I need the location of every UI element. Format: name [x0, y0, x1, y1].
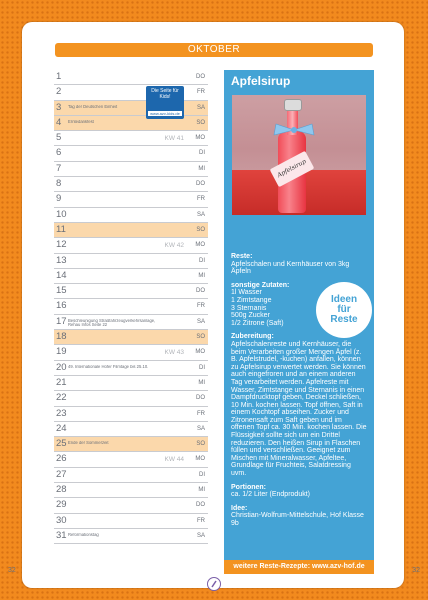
day-number: 19 — [56, 346, 67, 358]
weekday: DI — [199, 471, 205, 478]
day-number: 30 — [56, 514, 67, 526]
weekday: DO — [196, 502, 205, 509]
day-number: 2 — [56, 86, 62, 98]
event-text: Tag der Deutschen Einheit — [68, 104, 118, 109]
calendar-row — [54, 299, 208, 314]
day-number: 21 — [56, 376, 67, 388]
weekday: SA — [196, 425, 205, 432]
weekday: MI — [198, 379, 205, 386]
day-number: 14 — [56, 269, 67, 281]
calendar-row — [54, 269, 208, 284]
event-text: Erntedankfest — [68, 119, 94, 124]
calendar-row — [54, 238, 208, 253]
calendar-row — [54, 70, 208, 85]
day-number: 7 — [56, 162, 62, 174]
weekday: MO — [195, 456, 205, 463]
day-number: 3 — [56, 101, 62, 113]
ideen-line: für — [337, 304, 351, 315]
calendar-row — [54, 437, 208, 452]
day-number: 25 — [56, 438, 67, 450]
week-number: KW 43 — [164, 349, 184, 357]
kids-badge[interactable] — [146, 86, 184, 119]
section-text: Christian-Wolfrum-Mittelschule, Hof Klasse 9b — [231, 512, 364, 527]
day-number: 18 — [56, 331, 67, 343]
calendar-row — [54, 315, 208, 330]
week-number: KW 44 — [164, 456, 184, 464]
recipe-panel — [224, 70, 374, 574]
calendar-row — [54, 254, 208, 269]
weekday: MI — [198, 487, 205, 494]
section-heading: Reste: — [231, 253, 253, 260]
day-number: 6 — [56, 147, 62, 159]
weekday: FR — [197, 196, 205, 203]
page-number-left: 32 — [8, 567, 16, 574]
weekday: SA — [196, 211, 205, 218]
day-number: 31 — [56, 529, 67, 541]
calendar-row — [54, 345, 208, 360]
weekday: DO — [196, 74, 205, 80]
calendar-row — [54, 162, 208, 177]
month-header: OKTOBER — [55, 43, 373, 57]
page-number-right: 32 — [412, 567, 420, 574]
weekday: MI — [198, 165, 205, 172]
calendar-row — [54, 85, 208, 100]
day-number: 28 — [56, 484, 67, 496]
day-number: 22 — [56, 392, 67, 404]
calendar-row — [54, 514, 208, 529]
calendar-row — [54, 376, 208, 391]
event-text: Beschleunigung Straßfahrzeugverkehrsanlage, Rehau Infos Seite 22 — [68, 318, 156, 328]
bow-icon — [270, 123, 318, 137]
calendar-row — [54, 361, 208, 376]
week-number: KW 42 — [164, 242, 184, 250]
calendar-row — [54, 529, 208, 544]
weekday: SO — [196, 441, 205, 448]
calendar-row — [54, 483, 208, 498]
section-text: Apfelschalen und Kernhäuser von 3kg Äpfeln — [231, 260, 350, 276]
day-number: 20 — [56, 361, 67, 373]
bottle-label: Apfelsirup — [270, 151, 315, 187]
calendar-row — [54, 284, 208, 299]
day-number: 24 — [56, 422, 67, 434]
weekday: FR — [197, 410, 205, 417]
weekday: SO — [196, 334, 205, 341]
calendar-row — [54, 208, 208, 223]
weekday: SA — [196, 532, 205, 539]
weekday: FR — [197, 89, 205, 96]
section-heading: Portionen: — [231, 483, 266, 491]
calendar-list — [54, 70, 208, 544]
day-number: 15 — [56, 285, 67, 297]
section-text: 1l Wasser 1 Zimtstange 3 Sternanis 500g Zucker 1/2 Zitrone (Saft) — [231, 289, 284, 327]
calendar-row — [54, 146, 208, 161]
event-text: 49. Internationale Hofer Filmtage bis 25.10. — [68, 364, 149, 369]
calendar-row — [54, 391, 208, 406]
calendar-row — [54, 468, 208, 483]
weekday: DO — [196, 181, 205, 188]
day-number: 27 — [56, 468, 67, 480]
day-number: 26 — [56, 453, 67, 465]
logo-icon — [207, 577, 221, 591]
weekday: MO — [195, 242, 205, 249]
weekday: DO — [196, 288, 205, 295]
day-number: 12 — [56, 239, 67, 251]
event-text: Ende der Sommerzeit — [68, 441, 109, 446]
weekday: DI — [199, 257, 205, 264]
calendar-row — [54, 330, 208, 345]
recipe-title: Apfelsirup — [231, 74, 291, 88]
section-heading: Idee: — [231, 504, 248, 512]
calendar-row — [54, 452, 208, 467]
weekday: DI — [199, 150, 205, 157]
day-number: 29 — [56, 499, 67, 511]
section-heading: sonstige Zutaten: — [231, 281, 290, 289]
weekday: MI — [198, 272, 205, 279]
section-heading: Zubereitung: — [231, 333, 274, 341]
calendar-row — [54, 422, 208, 437]
section-text: ca. 1/2 Liter (Endprodukt) — [231, 491, 310, 499]
recipe-footer-link[interactable]: weitere Reste-Rezepte: www.azv-hof.de — [224, 560, 374, 574]
calendar-row — [54, 192, 208, 207]
calendar-row — [54, 116, 208, 131]
calendar-row — [54, 407, 208, 422]
week-number: KW 41 — [164, 135, 184, 143]
day-number: 5 — [56, 132, 62, 144]
kids-badge-url: www.azv-kids.de — [148, 111, 182, 116]
calendar-row — [54, 498, 208, 513]
weekday: MO — [195, 135, 205, 142]
weekday: SO — [196, 119, 205, 126]
day-number: 10 — [56, 208, 67, 220]
weekday: FR — [197, 303, 205, 310]
day-number: 4 — [56, 116, 62, 128]
calendar-row — [54, 177, 208, 192]
day-number: 23 — [56, 407, 67, 419]
event-text: Reformationstag — [68, 532, 99, 537]
kids-badge-text: Die Seite für Kids! — [151, 88, 179, 100]
day-number: 13 — [56, 254, 67, 266]
day-number: 17 — [56, 315, 67, 327]
ideen-badge — [316, 282, 372, 338]
weekday: DO — [196, 395, 205, 402]
calendar-row — [54, 223, 208, 238]
ideen-line: Reste — [330, 314, 358, 325]
weekday: MO — [195, 349, 205, 356]
weekday: DI — [199, 364, 205, 371]
calendar-row — [54, 131, 208, 146]
photo-bottle-cap — [284, 99, 302, 111]
day-number: 8 — [56, 178, 62, 190]
weekday: FR — [197, 517, 205, 524]
day-number: 1 — [56, 71, 62, 82]
weekday: SA — [196, 318, 205, 325]
weekday: SA — [196, 104, 205, 111]
day-number: 11 — [56, 223, 66, 235]
day-number: 9 — [56, 193, 62, 205]
calendar-row — [54, 101, 208, 116]
day-number: 16 — [56, 300, 67, 312]
section-text: Apfelschalenreste und Kernhäuser, die beim Verarbeiten großer Mengen Äpfel (z. B. Apfelstrudel, -kuchen) anfallen, können zu Apfelsirup verwertet werden. Sie können auch eingefroren und an einem anderen Tag verarbeitet werden. Apfelreste mit Wasser, Zimtstange und Sternanis in einen Dampfdrucktopf geben, Deckel schließen, 10 Min. kochen lassen. Topf öffnen, Saft in einem Kochtopf abseihen. Zucker und Zitronensaft zum Saft geben und im offenen Topf ca. 30 Min. kochen lassen. Die Flüssigkeit sollte sich um ein Drittel reduzieren. Den heißen Sirup in Flaschen füllen und verschließen. Geeignet zum Mischen mit Mineralwasser, Apfeltee, Grundlage für Fruchteis, Salatdressing uvm. — [231, 340, 367, 478]
weekday: SO — [196, 226, 205, 233]
recipe-photo — [232, 95, 366, 215]
ideen-line: Ideen — [330, 294, 358, 305]
